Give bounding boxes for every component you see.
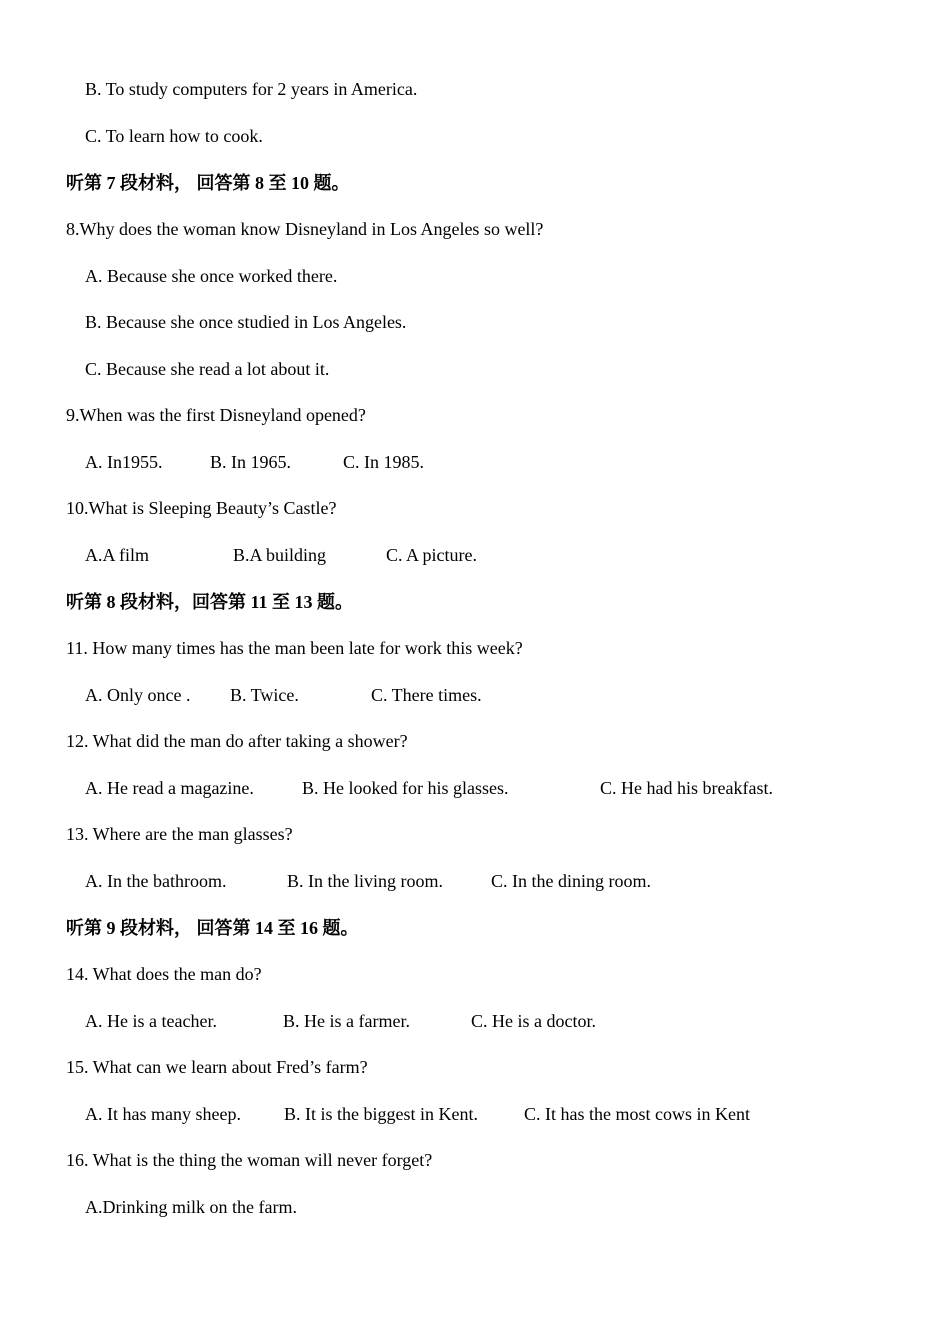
option-a-q14: A. He is a teacher. [85, 1011, 217, 1031]
section-heading-9: 听第 9 段材料， 回答第 14 至 16 题。 [66, 918, 359, 938]
option-b-q14: B. He is a farmer. [283, 1011, 410, 1031]
option-a-q9: A. In1955. [85, 452, 163, 472]
options-q11 [0, 684, 950, 706]
options-q9 [0, 451, 950, 473]
option-c-q11: C. There times. [371, 685, 482, 705]
option-c-q9: C. In 1985. [343, 452, 424, 472]
options-q12 [0, 777, 950, 799]
option-c-q7: C. To learn how to cook. [85, 126, 263, 146]
question-14: 14. What does the man do? [66, 964, 262, 984]
option-b-q9: B. In 1965. [210, 452, 291, 472]
option-a-q12: A. He read a magazine. [85, 778, 254, 798]
question-9: 9.When was the first Disneyland opened? [66, 405, 366, 425]
option-b-q8: B. Because she once studied in Los Angeles. [85, 312, 407, 332]
option-c-q10: C. A picture. [386, 545, 477, 565]
question-11: 11. How many times has the man been late for work this week? [66, 638, 523, 658]
option-b-q11: B. Twice. [230, 685, 299, 705]
option-c-q12: C. He had his breakfast. [600, 778, 773, 798]
option-b-q15: B. It is the biggest in Kent. [284, 1104, 478, 1124]
question-12: 12. What did the man do after taking a shower? [66, 731, 408, 751]
option-a-q11: A. Only once . [85, 685, 191, 705]
option-c-q13: C. In the dining room. [491, 871, 651, 891]
option-c-q8: C. Because she read a lot about it. [85, 359, 330, 379]
option-a-q13: A. In the bathroom. [85, 871, 227, 891]
question-16: 16. What is the thing the woman will never forget? [66, 1150, 433, 1170]
options-q14 [0, 1010, 950, 1032]
options-q10 [0, 544, 950, 566]
option-a-q15: A. It has many sheep. [85, 1104, 241, 1124]
options-q15 [0, 1103, 950, 1125]
option-a-q16: A.Drinking milk on the farm. [85, 1197, 297, 1217]
question-13: 13. Where are the man glasses? [66, 824, 293, 844]
section-heading-8: 听第 8 段材料，回答第 11 至 13 题。 [66, 592, 354, 612]
option-b-q7: B. To study computers for 2 years in America. [85, 79, 418, 99]
option-a-q10: A.A film [85, 545, 150, 565]
option-c-q14: C. He is a doctor. [471, 1011, 596, 1031]
question-10: 10.What is Sleeping Beauty’s Castle? [66, 498, 337, 518]
option-c-q15: C. It has the most cows in Kent [524, 1104, 750, 1124]
question-8: 8.Why does the woman know Disneyland in Los Angeles so well? [66, 219, 544, 239]
section-heading-7: 听第 7 段材料， 回答第 8 至 10 题。 [66, 173, 350, 193]
option-b-q12: B. He looked for his glasses. [302, 778, 509, 798]
option-b-q13: B. In the living room. [287, 871, 443, 891]
question-15: 15. What can we learn about Fred’s farm? [66, 1057, 368, 1077]
option-a-q8: A. Because she once worked there. [85, 266, 338, 286]
option-b-q10: B.A building [233, 545, 327, 565]
options-q13 [0, 870, 950, 892]
